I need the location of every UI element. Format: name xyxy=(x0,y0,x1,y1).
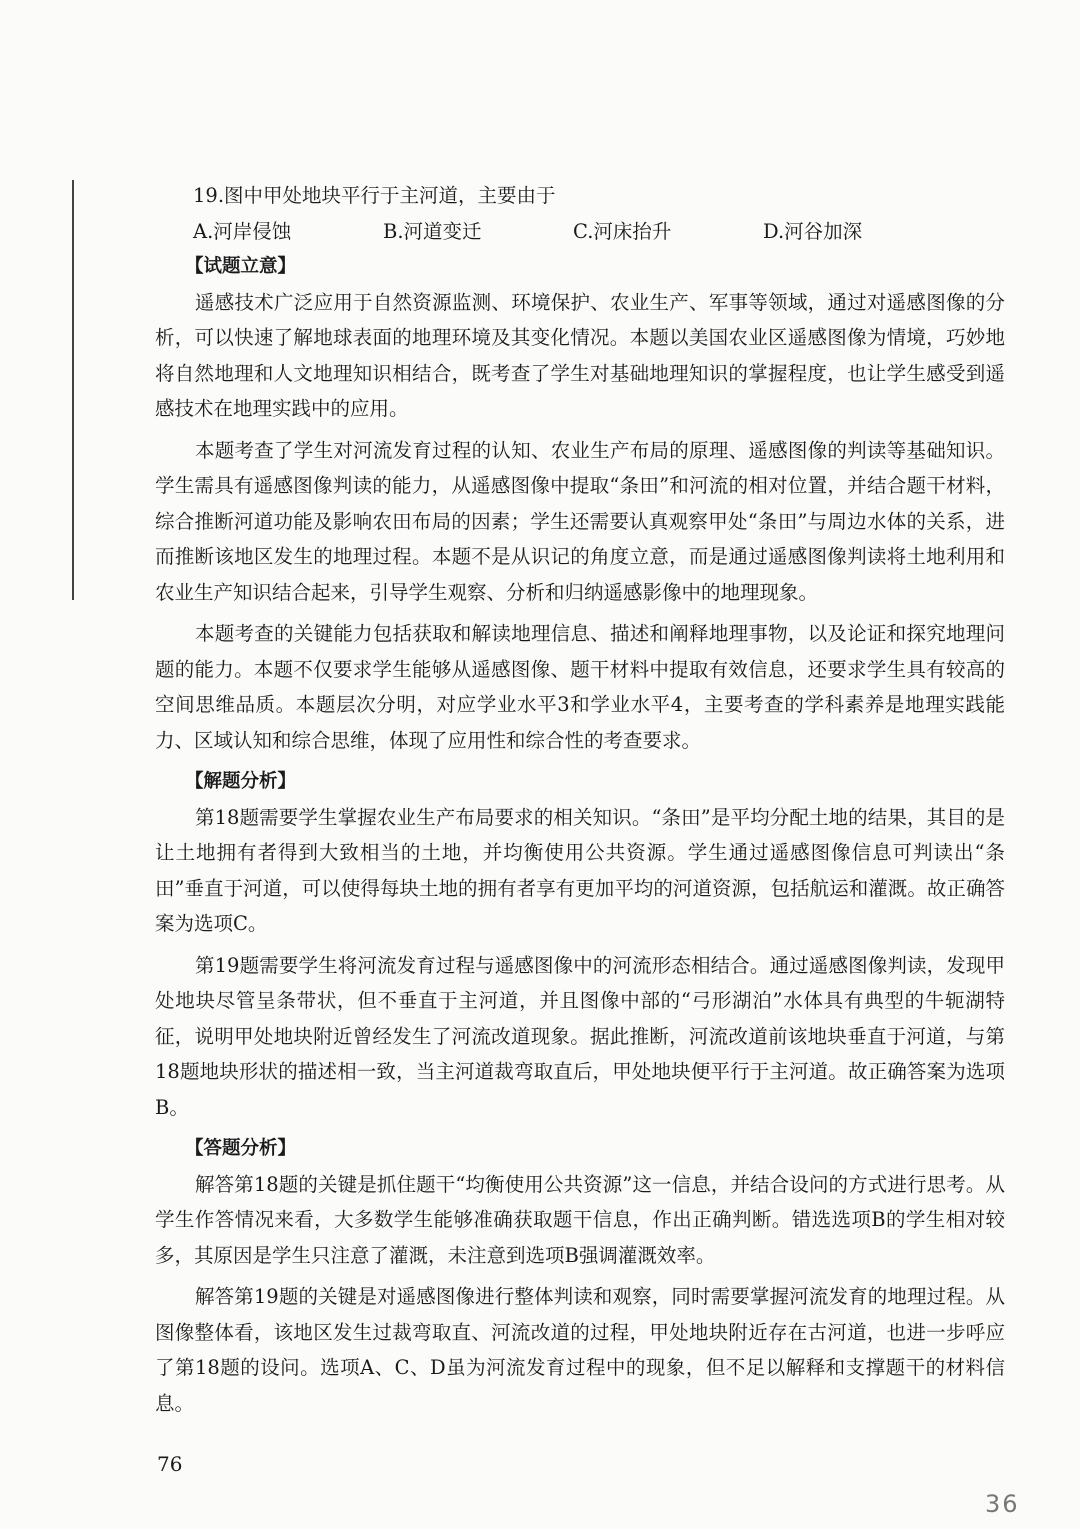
paragraph: 第18题需要学生掌握农业生产布局要求的相关知识。“条田”是平均分配土地的结果，其目的是让土地拥有者得到大致相当的土地，并均衡使用公共资源。学生通过遥感图像信息可判读出“条田”垂直于河道，可以使得每块土地的拥有者享有更加平均的河道资源，包括航运和灌溉。故正确答案为选项C。 xyxy=(155,805,1005,935)
binding-margin-line xyxy=(72,180,74,600)
paragraph: 解答第19题的关键是对遥感图像进行整体判读和观察，同时需要掌握河流发育的地理过程。从图像整体看，该地区发生过裁弯取直、河流改道的过程，甲处地块附近存在古河道，也进一步呼应了第18题的设问。选项A、C、D虽为河流发育过程中的现象，但不足以解释和支撑题干的材料信息。 xyxy=(155,1285,1005,1415)
paragraph: 遥感技术广泛应用于自然资源监测、环境保护、农业生产、军事等领域，通过对遥感图像的分析，可以快速了解地球表面的地理环境及其变化情况。本题以美国农业区遥感图像为情境，巧妙地将自然地理和人文地理知识相结合，既考查了学生对基础地理知识的掌握程度，也让学生感受到遥感技术在地理实践中的应用。 xyxy=(155,290,1005,420)
section-heading-solution: 【解题分析】 xyxy=(185,771,297,792)
section-heading-answer: 【答题分析】 xyxy=(185,1138,297,1159)
answer-options xyxy=(155,214,1005,250)
question-19 xyxy=(155,178,1005,214)
document-body xyxy=(155,178,1005,1427)
option-a: A.河岸侵蚀 xyxy=(193,219,292,243)
paragraph: 第19题需要学生将河流发育过程与遥感图像中的河流形态相结合。通过遥感图像判读，发现甲处地块尽管呈条带状，但不垂直于主河道，并且图像中部的“弓形湖泊”水体具有典型的牛轭湖特征，说明甲处地块附近曾经发生了河流改道现象。据此推断，河流改道前该地块垂直于河道，与第18题地块形状的描述相一致，当主河道裁弯取直后，甲处地块便平行于主河道。故正确答案为选项B。 xyxy=(155,953,1005,1119)
section-heading-intent: 【试题立意】 xyxy=(185,256,297,277)
option-b: B.河道变迁 xyxy=(383,219,482,243)
page-number: 76 xyxy=(157,1452,183,1476)
option-c: C.河床抬升 xyxy=(573,219,672,243)
sheet-number: 36 xyxy=(985,1490,1020,1518)
paragraph: 本题考查了学生对河流发育过程的认知、农业生产布局的原理、遥感图像的判读等基础知识。学生需具有遥感图像判读的能力，从遥感图像中提取“条田”和河流的相对位置，并结合题干材料，综合推断河道功能及影响农田布局的因素；学生还需要认真观察甲处“条田”与周边水体的关系，进而推断该地区发生的地理过程。本题不是从识记的角度立意，而是通过遥感图像判读将土地利用和农业生产知识结合起来，引导学生观察、分析和归纳遥感影像中的地理现象。 xyxy=(155,438,1005,604)
paragraph: 本题考查的关键能力包括获取和解读地理信息、描述和阐释地理事物，以及论证和探究地理问题的能力。本题不仅要求学生能够从遥感图像、题干材料中提取有效信息，还要求学生具有较高的空间思维品质。本题层次分明，对应学业水平3和学业水平4，主要考查的学科素养是地理实践能力、区域认知和综合思维，体现了应用性和综合性的考查要求。 xyxy=(155,622,1005,752)
paragraph: 解答第18题的关键是抓住题干“均衡使用公共资源”这一信息，并结合设问的方式进行思考。从学生作答情况来看，大多数学生能够准确获取题干信息，作出正确判断。错选选项B的学生相对较多，其原因是学生只注意了灌溉，未注意到选项B强调灌溉效率。 xyxy=(155,1172,1005,1267)
question-number: 19. xyxy=(193,184,225,207)
option-d: D.河谷加深 xyxy=(763,219,863,243)
question-text: 图中甲处地块平行于主河道，主要由于 xyxy=(224,184,556,207)
